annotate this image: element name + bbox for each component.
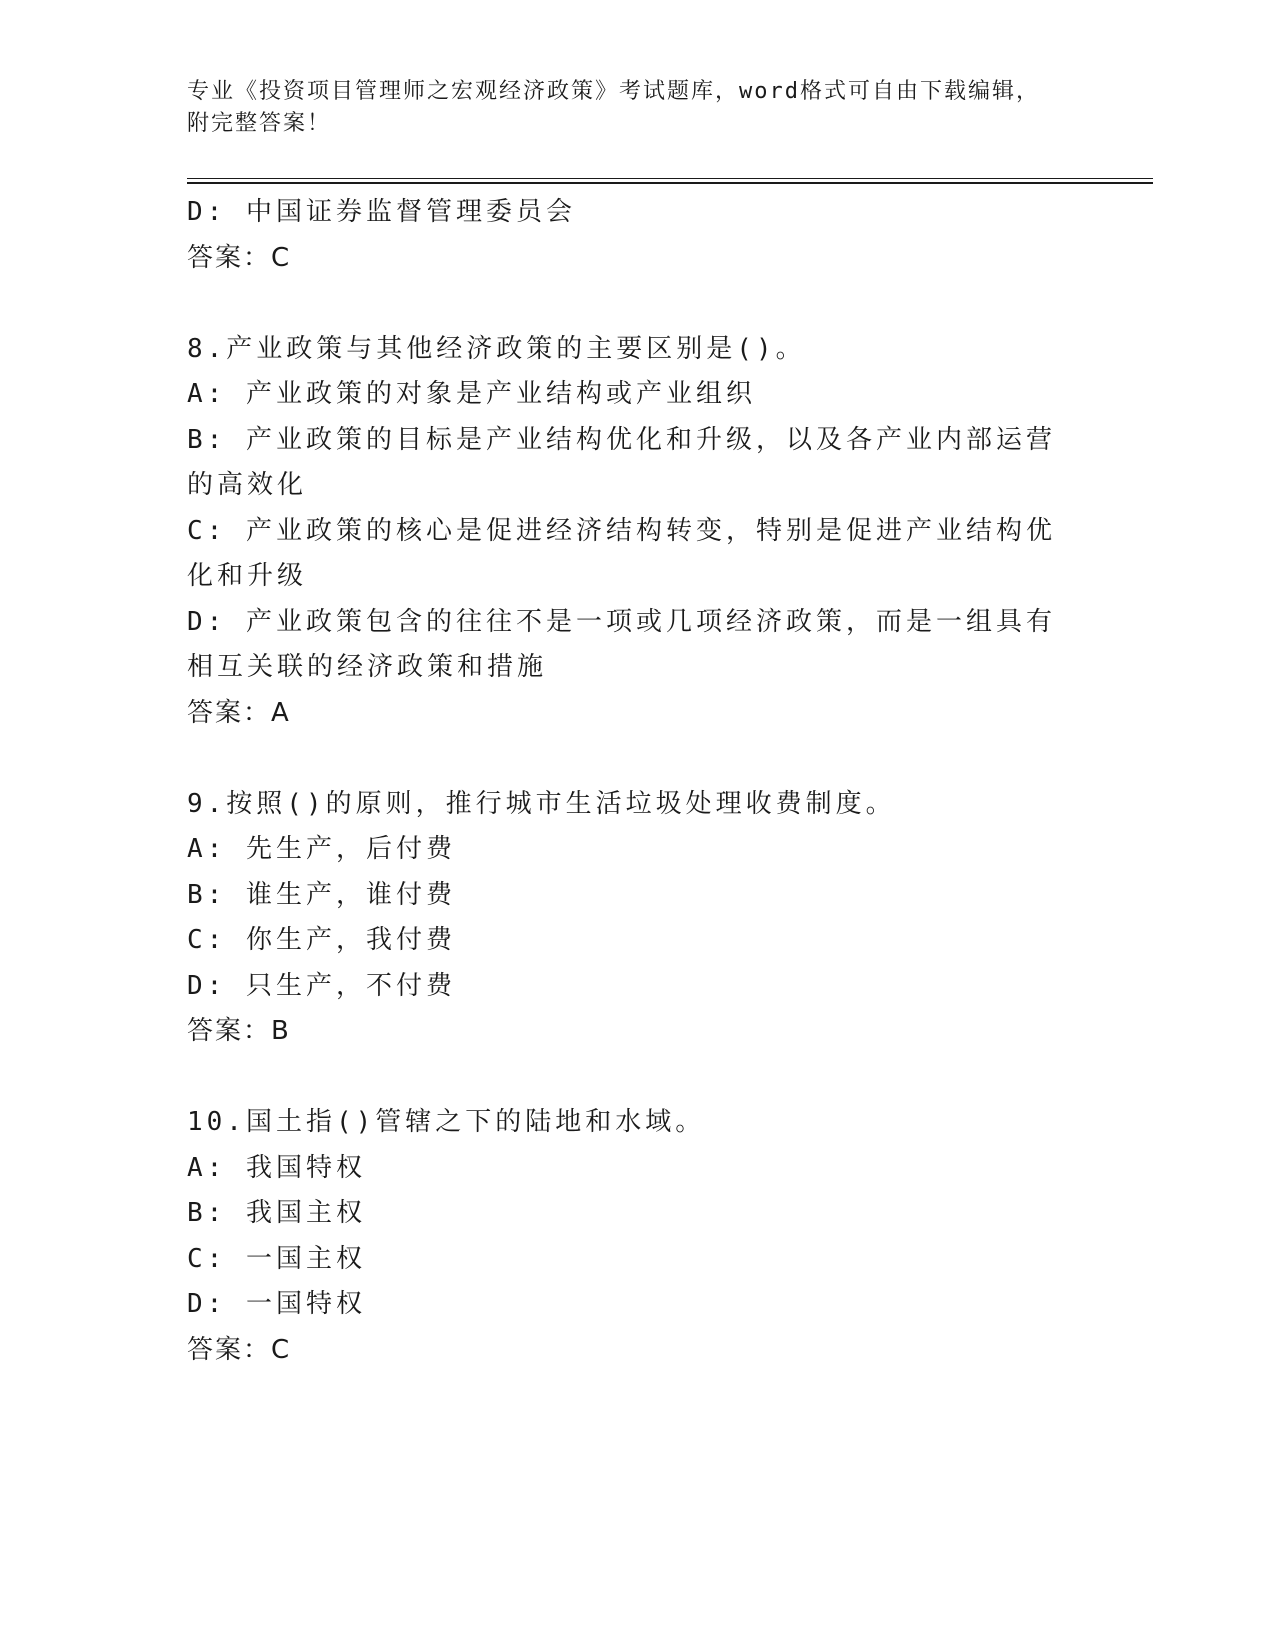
prev-question-option-d: D: 中国证券监督管理委员会 <box>187 197 576 227</box>
question-9 <box>187 782 1087 1055</box>
question-8 <box>187 327 1087 737</box>
prev-question-answer: 答案：C <box>187 242 292 273</box>
option-c: C: 你生产，我付费 <box>187 925 456 955</box>
option-d: D: 产业政策包含的往往不是一项或几项经济政策，而是一组具有相互关联的经济政策和措施 <box>187 606 1056 682</box>
question-answer: 答案：A <box>187 697 291 728</box>
option-b: B: 谁生产，谁付费 <box>187 879 456 910</box>
question-answer: 答案：C <box>187 1334 292 1365</box>
option-d: D: 一国特权 <box>187 1289 366 1319</box>
option-a: A: 我国特权 <box>187 1152 366 1183</box>
spacer <box>187 1055 1087 1101</box>
option-a: A: 产业政策的对象是产业结构或产业组织 <box>187 379 756 409</box>
document-header <box>187 76 1087 140</box>
question-stem: 8.产业政策与其他经济政策的主要区别是()。 <box>187 333 806 364</box>
header-line-1: 专业《投资项目管理师之宏观经济政策》考试题库，word格式可自由下载编辑， <box>187 79 1040 104</box>
header-divider <box>187 178 1153 184</box>
option-b: B: 产业政策的目标是产业结构优化和升级，以及各产业内部运营的高效化 <box>187 424 1056 500</box>
question-10 <box>187 1100 1087 1373</box>
spacer <box>187 281 1087 327</box>
question-stem: 10.国土指()管辖之下的陆地和水域。 <box>187 1107 706 1137</box>
question-answer: 答案：B <box>187 1016 291 1046</box>
option-c: C: 产业政策的核心是促进经济结构转变，特别是促进产业结构优化和升级 <box>187 515 1056 591</box>
header-line-2: 附完整答案！ <box>187 111 332 136</box>
option-b: B: 我国主权 <box>187 1198 366 1228</box>
option-d: D: 只生产，不付费 <box>187 970 456 1001</box>
question-stem: 9.按照()的原则，推行城市生活垃圾处理收费制度。 <box>187 788 896 819</box>
spacer <box>187 736 1087 782</box>
option-a: A: 先生产，后付费 <box>187 834 456 864</box>
document-body <box>187 190 1087 1373</box>
option-c: C: 一国主权 <box>187 1243 366 1274</box>
